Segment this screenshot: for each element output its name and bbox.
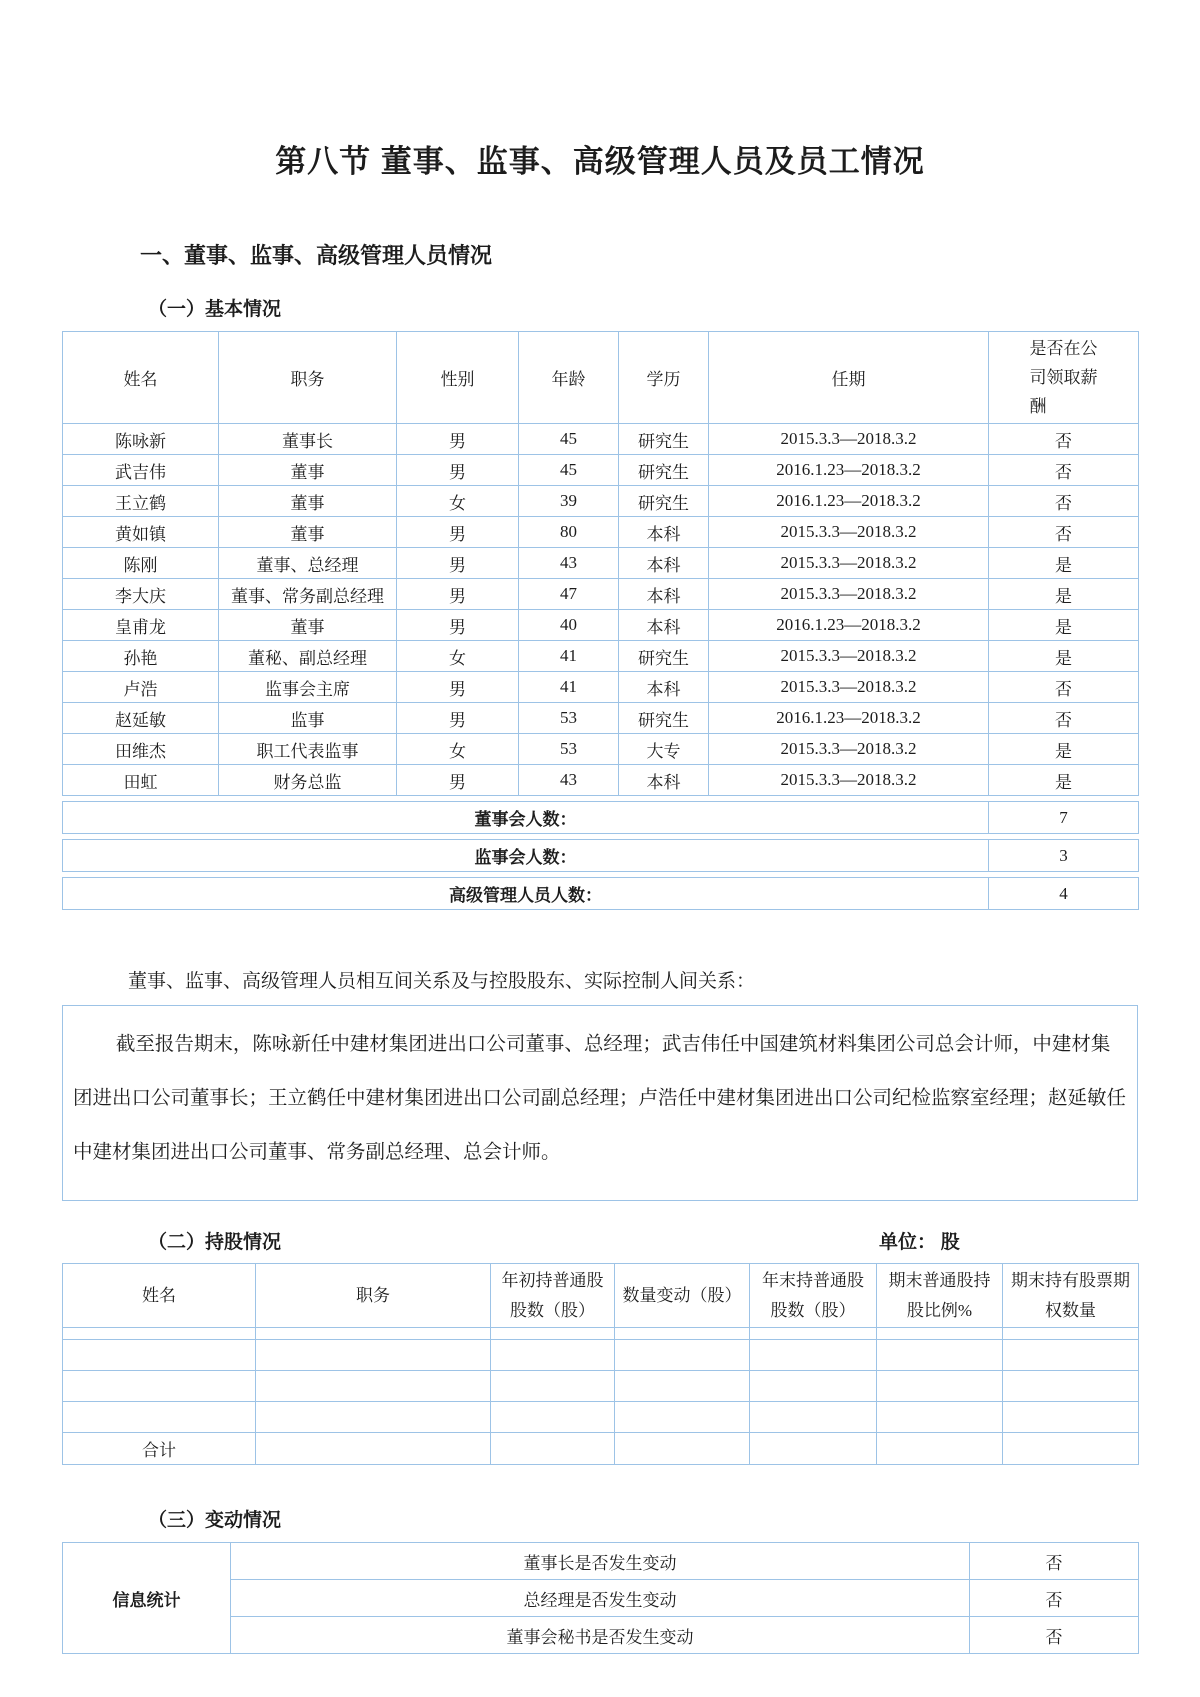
empty-cell bbox=[1003, 1402, 1139, 1433]
holdings-table-header bbox=[63, 1264, 1139, 1328]
empty-cell bbox=[63, 1340, 256, 1371]
empty-cell bbox=[63, 1371, 256, 1402]
cell-education: 研究生 bbox=[619, 424, 709, 455]
cell-position: 财务总监 bbox=[219, 765, 397, 796]
cell-age: 43 bbox=[519, 548, 619, 579]
table-row bbox=[63, 548, 1139, 579]
cell-age: 41 bbox=[519, 641, 619, 672]
summary-row bbox=[63, 802, 1139, 834]
cell-education: 研究生 bbox=[619, 486, 709, 517]
cell-salary: 否 bbox=[989, 486, 1139, 517]
cell-position: 董事长 bbox=[219, 424, 397, 455]
cell-name: 田虹 bbox=[63, 765, 219, 796]
cell-education: 本科 bbox=[619, 672, 709, 703]
cell-position: 董事 bbox=[219, 455, 397, 486]
col-term: 任期 bbox=[709, 332, 989, 424]
empty-cell bbox=[1003, 1371, 1139, 1402]
cell-education: 研究生 bbox=[619, 455, 709, 486]
cell-name: 陈刚 bbox=[63, 548, 219, 579]
cell-gender: 女 bbox=[397, 641, 519, 672]
page-content bbox=[62, 0, 1138, 1654]
empty-cell bbox=[491, 1340, 615, 1371]
col-salary-label: 是否在公司领取薪酬 bbox=[1029, 339, 1098, 416]
cell-age: 80 bbox=[519, 517, 619, 548]
empty-cell bbox=[615, 1328, 750, 1340]
total-label: 合计 bbox=[63, 1433, 256, 1465]
table-row bbox=[63, 517, 1139, 548]
cell-salary: 是 bbox=[989, 579, 1139, 610]
table-row bbox=[63, 486, 1139, 517]
table-row bbox=[63, 734, 1139, 765]
cell-term: 2015.3.3—2018.3.2 bbox=[709, 765, 989, 796]
senior-count-row bbox=[62, 877, 1139, 910]
cell-gender: 男 bbox=[397, 548, 519, 579]
cell-name: 田维杰 bbox=[63, 734, 219, 765]
cell-age: 45 bbox=[519, 424, 619, 455]
cell-term: 2016.1.23—2018.3.2 bbox=[709, 610, 989, 641]
col-age: 年龄 bbox=[519, 332, 619, 424]
cell-gender: 女 bbox=[397, 486, 519, 517]
cell-name: 赵延敏 bbox=[63, 703, 219, 734]
table-row bbox=[63, 610, 1139, 641]
col-shares-end: 年末持普通股股数（股） bbox=[750, 1264, 877, 1328]
relations-box bbox=[62, 1005, 1138, 1201]
table-row bbox=[63, 672, 1139, 703]
cell-salary: 否 bbox=[989, 455, 1139, 486]
change-question: 总经理是否发生变动 bbox=[231, 1580, 970, 1617]
cell-gender: 男 bbox=[397, 765, 519, 796]
cell-gender: 男 bbox=[397, 672, 519, 703]
subsection-basic-heading: （一）基本情况 bbox=[148, 299, 282, 320]
col-options: 期末持有股票期权数量 bbox=[1003, 1264, 1139, 1328]
empty-row bbox=[63, 1328, 1139, 1340]
cell-age: 41 bbox=[519, 672, 619, 703]
cell-position: 董事 bbox=[219, 610, 397, 641]
supervisor-count-row bbox=[62, 839, 1139, 872]
header-row bbox=[63, 1264, 1139, 1328]
empty-cell bbox=[491, 1402, 615, 1433]
empty-cell bbox=[615, 1402, 750, 1433]
empty-cell bbox=[750, 1371, 877, 1402]
table-row bbox=[63, 579, 1139, 610]
cell-gender: 男 bbox=[397, 455, 519, 486]
table-row bbox=[63, 455, 1139, 486]
change-question: 董事长是否发生变动 bbox=[231, 1543, 970, 1580]
senior-count-label: 高级管理人员人数： bbox=[63, 878, 989, 910]
empty-cell bbox=[491, 1433, 615, 1465]
table-row bbox=[63, 703, 1139, 734]
page-title: 第八节 董事、监事、高级管理人员及员工情况 bbox=[275, 144, 925, 179]
cell-position: 董事 bbox=[219, 486, 397, 517]
basic-info-table bbox=[62, 331, 1139, 796]
holdings-table bbox=[62, 1263, 1139, 1465]
supervisor-count-label: 监事会人数： bbox=[63, 840, 989, 872]
col-name: 姓名 bbox=[63, 332, 219, 424]
empty-cell bbox=[256, 1402, 491, 1433]
empty-cell bbox=[256, 1433, 491, 1465]
empty-cell bbox=[256, 1371, 491, 1402]
empty-cell bbox=[615, 1340, 750, 1371]
col-position: 职务 bbox=[219, 332, 397, 424]
cell-name: 孙艳 bbox=[63, 641, 219, 672]
col-shares-start: 年初持普通股股数（股） bbox=[491, 1264, 615, 1328]
supervisor-count-value: 3 bbox=[989, 840, 1139, 872]
col-ratio: 期末普通股持股比例% bbox=[877, 1264, 1003, 1328]
cell-age: 47 bbox=[519, 579, 619, 610]
cell-education: 本科 bbox=[619, 579, 709, 610]
basic-table-header bbox=[63, 332, 1139, 424]
cell-position: 监事 bbox=[219, 703, 397, 734]
cell-age: 40 bbox=[519, 610, 619, 641]
cell-term: 2016.1.23—2018.3.2 bbox=[709, 455, 989, 486]
cell-gender: 男 bbox=[397, 579, 519, 610]
cell-name: 武吉伟 bbox=[63, 455, 219, 486]
empty-row bbox=[63, 1340, 1139, 1371]
board-count-row bbox=[62, 801, 1139, 834]
cell-term: 2016.1.23—2018.3.2 bbox=[709, 703, 989, 734]
cell-salary: 是 bbox=[989, 641, 1139, 672]
cell-salary: 是 bbox=[989, 548, 1139, 579]
empty-cell bbox=[256, 1340, 491, 1371]
relations-lead: 董事、监事、高级管理人员相互间关系及与控股股东、实际控制人间关系： bbox=[128, 971, 756, 992]
cell-education: 本科 bbox=[619, 610, 709, 641]
empty-cell bbox=[877, 1328, 1003, 1340]
cell-gender: 男 bbox=[397, 703, 519, 734]
cell-position: 董事 bbox=[219, 517, 397, 548]
cell-position: 董事、常务副总经理 bbox=[219, 579, 397, 610]
cell-education: 大专 bbox=[619, 734, 709, 765]
empty-cell bbox=[491, 1328, 615, 1340]
cell-gender: 男 bbox=[397, 517, 519, 548]
col-name: 姓名 bbox=[63, 1264, 256, 1328]
col-salary bbox=[989, 332, 1139, 424]
empty-cell bbox=[615, 1433, 750, 1465]
table-row bbox=[63, 641, 1139, 672]
empty-cell bbox=[491, 1371, 615, 1402]
cell-name: 卢浩 bbox=[63, 672, 219, 703]
empty-cell bbox=[877, 1433, 1003, 1465]
summary-row bbox=[63, 878, 1139, 910]
cell-position: 董秘、副总经理 bbox=[219, 641, 397, 672]
empty-cell bbox=[750, 1433, 877, 1465]
cell-term: 2015.3.3—2018.3.2 bbox=[709, 672, 989, 703]
change-question: 董事会秘书是否发生变动 bbox=[231, 1617, 970, 1654]
empty-cell bbox=[750, 1402, 877, 1433]
cell-salary: 是 bbox=[989, 734, 1139, 765]
cell-name: 陈咏新 bbox=[63, 424, 219, 455]
total-row bbox=[63, 1433, 1139, 1465]
cell-position: 监事会主席 bbox=[219, 672, 397, 703]
cell-salary: 是 bbox=[989, 610, 1139, 641]
cell-position: 董事、总经理 bbox=[219, 548, 397, 579]
empty-cell bbox=[750, 1340, 877, 1371]
empty-cell bbox=[877, 1402, 1003, 1433]
holdings-heading-row bbox=[62, 1227, 1138, 1253]
col-change: 数量变动（股） bbox=[615, 1264, 750, 1328]
cell-education: 本科 bbox=[619, 548, 709, 579]
change-answer: 否 bbox=[970, 1580, 1139, 1617]
empty-cell bbox=[63, 1402, 256, 1433]
subsection-changes-heading: （三）变动情况 bbox=[148, 1510, 282, 1531]
empty-cell bbox=[1003, 1433, 1139, 1465]
cell-education: 本科 bbox=[619, 765, 709, 796]
cell-term: 2015.3.3—2018.3.2 bbox=[709, 548, 989, 579]
cell-education: 研究生 bbox=[619, 641, 709, 672]
col-position: 职务 bbox=[256, 1264, 491, 1328]
cell-salary: 否 bbox=[989, 424, 1139, 455]
cell-name: 王立鹤 bbox=[63, 486, 219, 517]
board-count-value: 7 bbox=[989, 802, 1139, 834]
cell-age: 53 bbox=[519, 703, 619, 734]
cell-term: 2016.1.23—2018.3.2 bbox=[709, 486, 989, 517]
empty-cell bbox=[1003, 1328, 1139, 1340]
cell-term: 2015.3.3—2018.3.2 bbox=[709, 641, 989, 672]
cell-term: 2015.3.3—2018.3.2 bbox=[709, 424, 989, 455]
cell-gender: 女 bbox=[397, 734, 519, 765]
cell-education: 本科 bbox=[619, 517, 709, 548]
cell-gender: 男 bbox=[397, 424, 519, 455]
cell-term: 2015.3.3—2018.3.2 bbox=[709, 579, 989, 610]
change-answer: 否 bbox=[970, 1617, 1139, 1654]
cell-age: 39 bbox=[519, 486, 619, 517]
section-heading: 一、董事、监事、高级管理人员情况 bbox=[140, 243, 493, 268]
empty-cell bbox=[1003, 1340, 1139, 1371]
cell-salary: 否 bbox=[989, 703, 1139, 734]
relations-body: 截至报告期末，陈咏新任中建材集团进出口公司董事、总经理；武吉伟任中国建筑材料集团公司总会计师，中建材集团进出口公司董事长；王立鹤任中建材集团进出口公司副总经理；卢浩任中建材集团进出口公司纪检监察室经理；赵延敏任中建材集团进出口公司董事、常务副总经理、总会计师。 bbox=[73, 1034, 1127, 1163]
table-row bbox=[63, 424, 1139, 455]
cell-gender: 男 bbox=[397, 610, 519, 641]
empty-cell bbox=[256, 1328, 491, 1340]
cell-term: 2015.3.3—2018.3.2 bbox=[709, 734, 989, 765]
change-answer: 否 bbox=[970, 1543, 1139, 1580]
cell-name: 皇甫龙 bbox=[63, 610, 219, 641]
cell-term: 2015.3.3—2018.3.2 bbox=[709, 517, 989, 548]
empty-cell bbox=[750, 1328, 877, 1340]
summary-row bbox=[63, 840, 1139, 872]
empty-cell bbox=[63, 1328, 256, 1340]
changes-table bbox=[62, 1542, 1139, 1654]
unit-label: 单位： 股 bbox=[879, 1232, 960, 1253]
col-gender: 性别 bbox=[397, 332, 519, 424]
senior-count-value: 4 bbox=[989, 878, 1139, 910]
empty-row bbox=[63, 1402, 1139, 1433]
cell-salary: 是 bbox=[989, 765, 1139, 796]
empty-cell bbox=[615, 1371, 750, 1402]
cell-age: 53 bbox=[519, 734, 619, 765]
stats-label: 信息统计 bbox=[63, 1543, 231, 1654]
col-education: 学历 bbox=[619, 332, 709, 424]
cell-salary: 否 bbox=[989, 672, 1139, 703]
cell-age: 43 bbox=[519, 765, 619, 796]
header-row bbox=[63, 332, 1139, 424]
change-row bbox=[63, 1543, 1139, 1580]
cell-name: 黄如镇 bbox=[63, 517, 219, 548]
table-row bbox=[63, 765, 1139, 796]
board-count-label: 董事会人数： bbox=[63, 802, 989, 834]
empty-cell bbox=[877, 1340, 1003, 1371]
empty-cell bbox=[877, 1371, 1003, 1402]
cell-salary: 否 bbox=[989, 517, 1139, 548]
cell-age: 45 bbox=[519, 455, 619, 486]
subsection-holdings-heading: （二）持股情况 bbox=[148, 1232, 282, 1253]
cell-name: 李大庆 bbox=[63, 579, 219, 610]
cell-position: 职工代表监事 bbox=[219, 734, 397, 765]
cell-education: 研究生 bbox=[619, 703, 709, 734]
empty-row bbox=[63, 1371, 1139, 1402]
